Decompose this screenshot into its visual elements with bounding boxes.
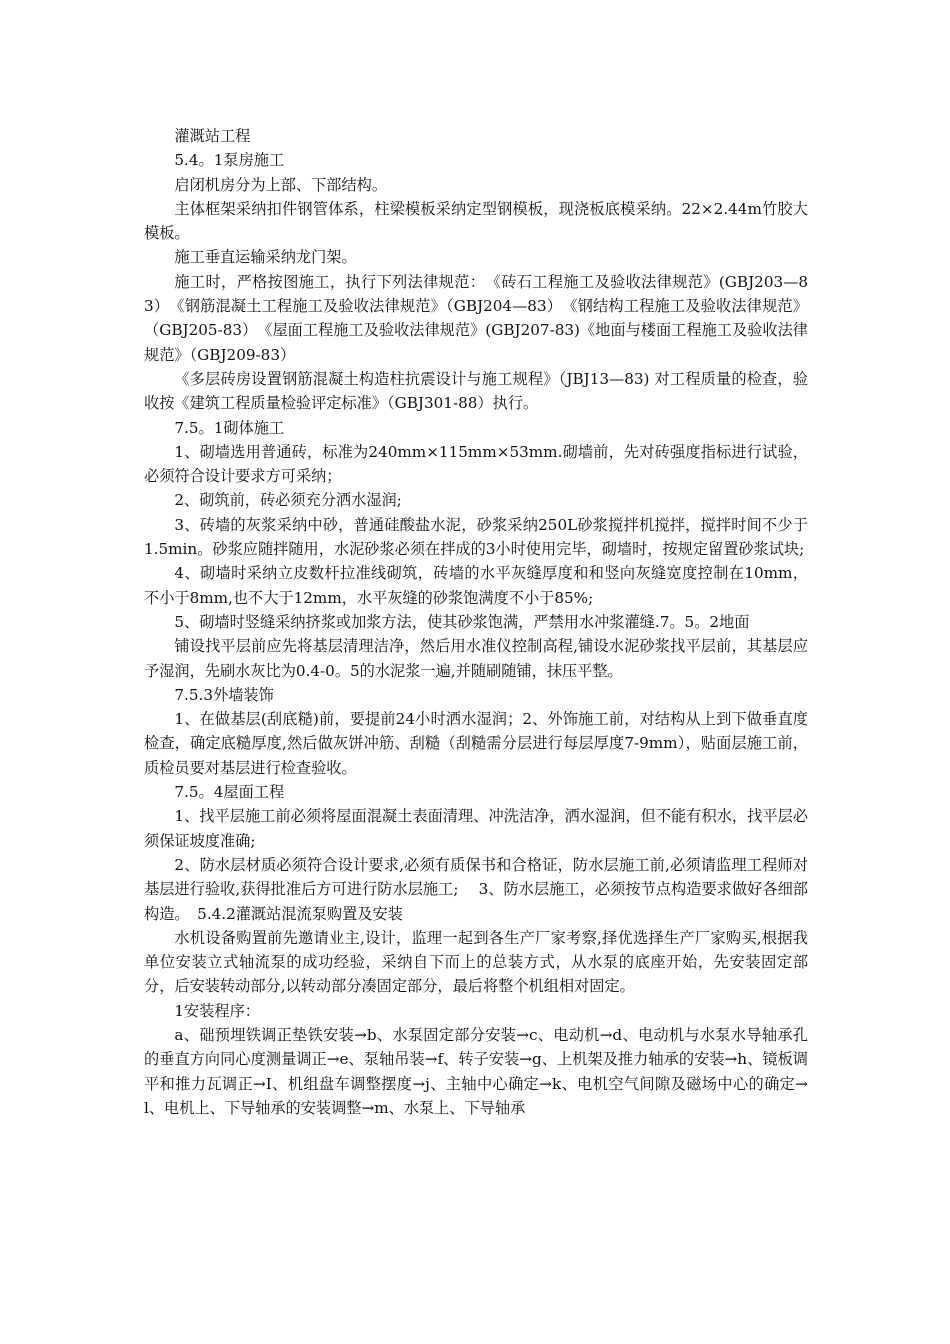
paragraph: 启闭机房分为上部、下部结构。 [174, 175, 388, 194]
list-item: 2、砌筑前，砖必须充分洒水湿润; [174, 491, 402, 510]
document-page [144, 124, 808, 1120]
section-heading: 7.5。4屋面工程 [174, 783, 285, 802]
paragraph: 铺设找平层前应先将基层清理洁净，然后用水准仪控制高程,铺设水泥砂浆找平层前，其基层应予湿润，先刷水灰比为0.4-0。5的水泥浆一遍,并随刷随铺，抹压平整。 [144, 637, 808, 680]
list-item: 2、防水层材质必须符合设计要求,必须有质保书和合格证，防水层施工前,必须请监理工程师对基层进行验收,获得批准后方可进行防水层施工; 3、防水层施工，必须按节点构造要求做好各细部构造。 5.4.2灌溉站混流泵购置及安装 [144, 855, 808, 923]
list-item: 1、在做基层(刮底糙)前，要提前24小时洒水湿润；2、外饰施工前，对结构从上到下做垂直度检查，确定底糙厚度,然后做灰饼冲筋、刮糙（刮糙需分层进行每层厚度7-9mm），贴面层施工前，质检员要对基层进行检查验收。 [144, 710, 808, 777]
paragraph: a、础预埋铁调正垫铁安装→b、水泵固定部分安装→c、电动机→d、电动机与水泵水导轴承孔的垂直方向同心度测量调正→e、泵轴吊装→f、转子安装→g、上机架及推力轴承的安装→h、镜板调平和推力瓦调正→I、机组盘车调整摆度→j、主轴中心确定→k、电机空气间隙及磁场中心的确定→l、电机上、下导轴承的安装调整→m、水泵上、下导轴承 [144, 1025, 808, 1117]
section-heading: 1安装程序： [174, 1001, 260, 1020]
list-item: 5、砌墙时竖缝采纳挤浆或加浆方法，使其砂浆饱满，严禁用水冲浆灌缝.7。5。2地面 [174, 612, 750, 631]
paragraph: 《多层砖房设置钢筋混凝土构造柱抗震设计与施工规程》（JBJ13—83) 对工程质量的检查，验收按《建筑工程质量检验评定标准》（GBJ301-88）执行。 [144, 369, 808, 413]
section-heading: 5.4。1泵房施工 [174, 151, 285, 170]
paragraph: 施工时，严格按图施工，执行下列法律规范： 《砖石工程施工及验收法律规范》(GBJ203—83） 《钢筋混凝土工程施工及验收法律规范》（GBJ204—83） 《钢结构工程施工及验收法律规范》（GBJ205-83） 《屋面工程施工及验收法律规范》(GBJ207-83)《地面与楼面工程施工及验收法律规范》（GBJ209-83） [144, 272, 808, 364]
paragraph: 灌溉站工程 [174, 127, 251, 145]
list-item: 1、砌墙选用普通砖，标准为240mm×115mm×53mm.砌墙前，先对砖强度指标进行试验，必须符合设计要求方可采纳； [144, 442, 808, 486]
paragraph: 水机设备购置前先邀请业主,设计，监理一起到各生产厂家考察,择优选择生产厂家购买,根据我单位安装立式轴流泵的成功经验，采纳自下而上的总装方式，从水泵的底座开始，先安装固定部分，后安装转动部分,以转动部分凑固定部分，最后将整个机组相对固定。 [144, 928, 808, 996]
list-item: 4、砌墙时采纳立皮数杆拉准线砌筑，砖墙的水平灰缝厚度和和竖向灰缝宽度控制在10mm，不小于8mm,也不大于12mm，水平灰缝的砂浆饱满度不小于85%; [144, 564, 808, 607]
list-item: 1、找平层施工前必须将屋面混凝土表面清理、冲洗洁净，洒水湿润，但不能有积水，找平层必须保证坡度准确; [144, 807, 808, 850]
paragraph: 施工垂直运输采纳龙门架。 [174, 248, 357, 267]
list-item: 3、砖墙的灰浆采纳中砂，普通硅酸盐水泥，砂浆采纳250L砂浆搅拌机搅拌，搅拌时间不少于1.5min。砂浆应随拌随用，水泥砂浆必须在拌成的3小时使用完毕，砌墙时，按规定留置砂浆试块; [144, 515, 808, 559]
section-heading: 7.5.3外墙装饰 [174, 685, 274, 704]
section-heading: 7.5。1砌体施工 [174, 418, 285, 437]
paragraph: 主体框架采纳扣件钢管体系，柱梁模板采纳定型钢模板，现浇板底模采纳。22×2.44m竹胶大模板。 [144, 199, 808, 243]
